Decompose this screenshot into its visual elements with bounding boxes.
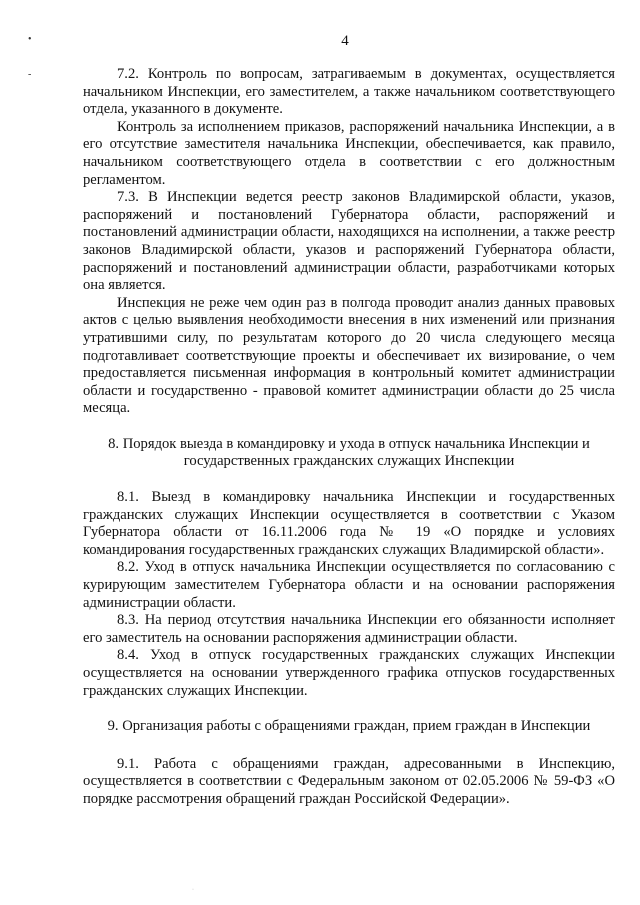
paragraph-7-3: 7.3. В Инспекции ведется реестр законов Владимирской области, указов, распоряжений и постановлений Губернатора области, распоряжений и постановлений администрации области, находящихся на исполнении, а также реестр законов Владимирской области, указов и распоряжений Губернатора области, распоряжений и постановлений администрации области, разработчиками которых она является. [83, 189, 615, 294]
paragraph-7-3-analysis: Инспекция не реже чем один раз в полгода проводит анализ данных правовых актов с целью выявления необходимости внесения в них изменений или признания утратившими силу, по результатам которого до 20 числа следующего месяца подготавливает соответствующие проекты и обеспечивает их визирование, о чем предоставляется письменная информация в контрольный комитет администрации области и государственно - правовой комитет администрации области до 25 числа месяца. [83, 294, 615, 417]
section-heading-9: 9. Организация работы с обращениями граждан, прием граждан в Инспекции [107, 718, 591, 735]
paragraph-8-2: 8.2. Уход в отпуск начальника Инспекции осуществляется по согласованию с курирующим заместителем Губернатора области и на основании распоряжения администрации области. [83, 559, 615, 611]
scan-mark: • [28, 34, 32, 45]
paragraph-8-3: 8.3. На период отсутствия начальника Инспекции его обязанности исполняет его заместитель на основании распоряжения администрации области. [83, 612, 615, 646]
paragraph-8-1: 8.1. Выезд в командировку начальника Инспекции и государственных гражданских служащих Инспекции осуществляется в соответствии с Указом Губернатора области от 16.11.2006 года № 19 «О порядке и условиях командирования государственных гражданских служащих Владимирской области». [83, 489, 615, 558]
section-heading-8: 8. Порядок выезда в командировку и ухода в отпуск начальника Инспекции и государственных гражданских служащих Инспекции [108, 435, 590, 470]
paragraph-7-2-control: Контроль за исполнением приказов, распоряжений начальника Инспекции, а в его отсутствие заместителя начальника Инспекции, обеспечивается, как правило, начальником соответствующего отдела в соответствии с его должностным регламентом. [83, 118, 615, 188]
page-number: 4 [341, 33, 349, 49]
scan-mark: - [28, 69, 32, 80]
paragraph-7-2: 7.2. Контроль по вопросам, затрагиваемым в документах, осуществляется начальником Инспекции, его заместителем, а также начальником соответствующего отдела, указанного в документе. [83, 66, 615, 118]
document-body [83, 66, 615, 809]
paragraph-9-1: 9.1. Работа с обращениями граждан, адресованными в Инспекцию, осуществляется в соответствии с Федеральным законом от 02.05.2006 № 59-ФЗ «О порядке рассмотрения обращений граждан Российской Федерации». [83, 755, 615, 807]
scan-mark: · [192, 887, 194, 893]
paragraph-8-4: 8.4. Уход в отпуск государственных гражданских служащих Инспекции осуществляется на основании утвержденного графика отпусков государственных гражданских служащих Инспекции. [83, 647, 615, 699]
